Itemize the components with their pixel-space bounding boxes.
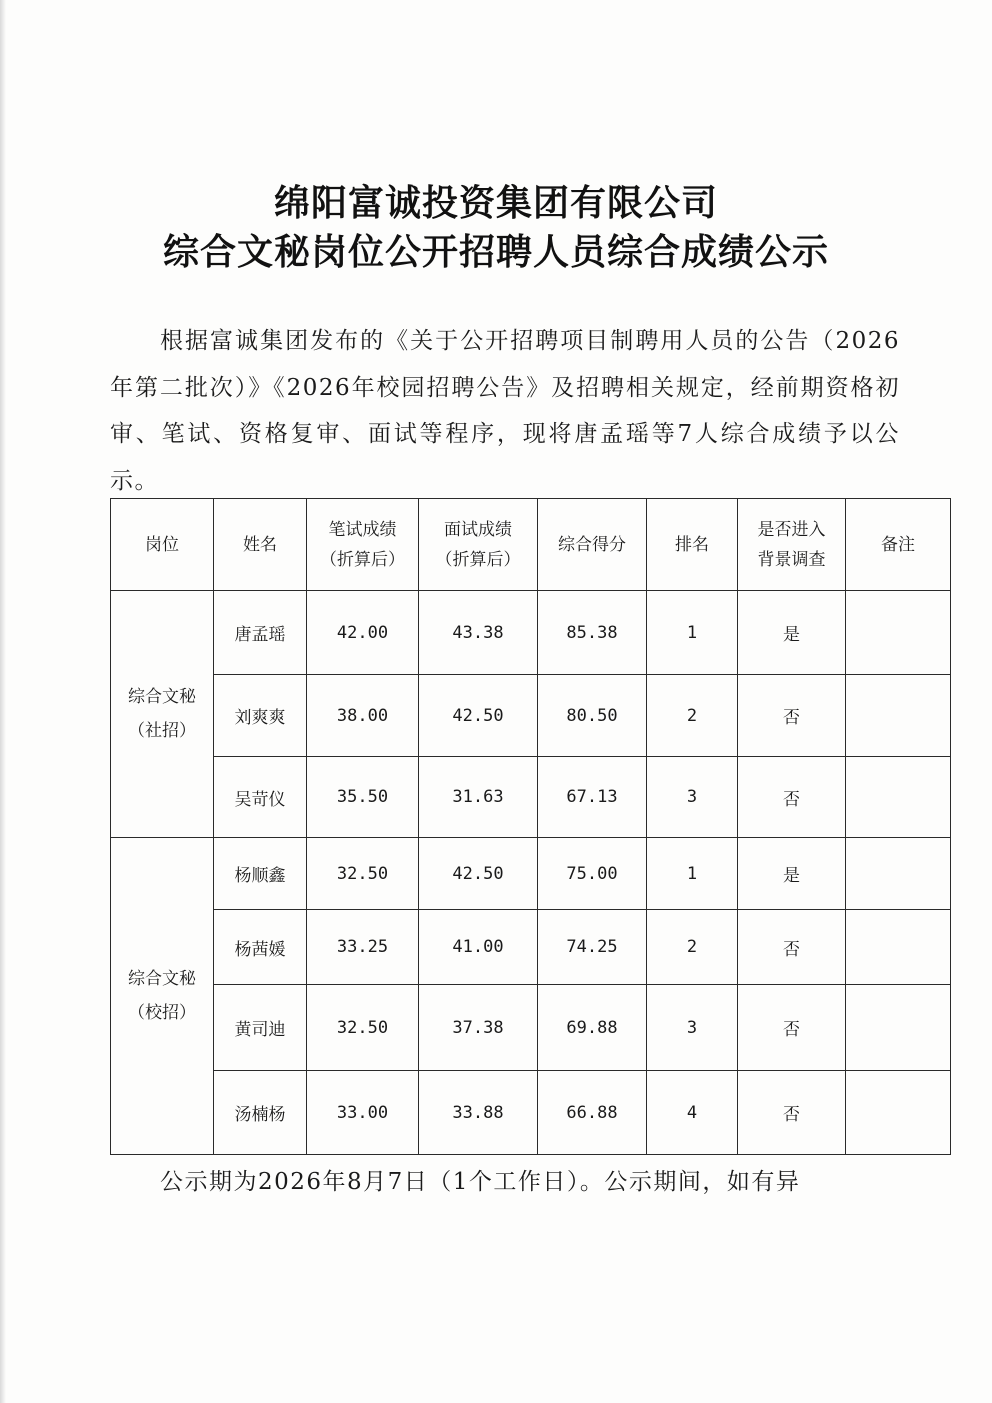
- total-score: 67.13: [538, 757, 647, 838]
- remark: [846, 757, 951, 838]
- position-type: （校招）: [128, 1003, 196, 1023]
- interview-score: 41.00: [419, 910, 538, 985]
- position-label: 综合文秘: [128, 969, 196, 989]
- header-interview: [419, 499, 538, 591]
- candidate-name: 杨顺鑫: [214, 838, 307, 910]
- header-interview-line2: （折算后）: [435, 549, 521, 570]
- table-row: [111, 838, 951, 910]
- score-table: [110, 498, 951, 1155]
- table-row: [111, 757, 951, 838]
- table-row: [111, 591, 951, 675]
- interview-score: 42.50: [419, 675, 538, 757]
- table-row: [111, 910, 951, 985]
- intro-paragraph: 根据富诚集团发布的《关于公开招聘项目制聘用人员的公告（2026年第二批次）》《2026年校园招聘公告》及招聘相关规定，经前期资格初审、笔试、资格复审、面试等程序，现将唐孟瑶等7人综合成绩予以公示。: [110, 328, 900, 494]
- written-score: 32.50: [307, 838, 419, 910]
- header-total: 综合得分: [538, 499, 647, 591]
- rank: 1: [647, 591, 738, 675]
- candidate-name: 吴苛仪: [214, 757, 307, 838]
- interview-score: 37.38: [419, 985, 538, 1071]
- header-bg-line2: 背景调查: [757, 549, 826, 570]
- written-score: 35.50: [307, 757, 419, 838]
- interview-score: 31.63: [419, 757, 538, 838]
- position-label: 综合文秘: [128, 687, 196, 707]
- background-check: 是: [738, 591, 846, 675]
- remark: [846, 591, 951, 675]
- remark: [846, 985, 951, 1071]
- notice-paragraph: 公示期为2026年8月7日（1个工作日）。公示期间，如有异: [160, 1169, 801, 1195]
- rank: 2: [647, 910, 738, 985]
- header-written: [307, 499, 419, 591]
- header-background-check: [738, 499, 846, 591]
- header-rank: 排名: [647, 499, 738, 591]
- rank: 4: [647, 1071, 738, 1155]
- total-score: 75.00: [538, 838, 647, 910]
- table-row: [111, 1071, 951, 1155]
- total-score: 85.38: [538, 591, 647, 675]
- remark: [846, 910, 951, 985]
- document-title-company: 绵阳富诚投资集团有限公司: [273, 183, 718, 224]
- background-check: 否: [738, 675, 846, 757]
- interview-score: 43.38: [419, 591, 538, 675]
- rank: 2: [647, 675, 738, 757]
- written-score: 33.25: [307, 910, 419, 985]
- header-position: 岗位: [111, 499, 214, 591]
- rank: 3: [647, 985, 738, 1071]
- rank: 3: [647, 757, 738, 838]
- background-check: 否: [738, 985, 846, 1071]
- position-cell-campus: [111, 838, 214, 1155]
- document-title-subject: 综合文秘岗位公开招聘人员综合成绩公示: [162, 232, 829, 273]
- candidate-name: 杨茜媛: [214, 910, 307, 985]
- position-type: （社招）: [128, 721, 196, 741]
- header-remark: 备注: [846, 499, 951, 591]
- table-row: [111, 985, 951, 1071]
- total-score: 69.88: [538, 985, 647, 1071]
- table-header-row: [111, 499, 951, 591]
- candidate-name: 唐孟瑶: [214, 591, 307, 675]
- header-interview-line1: 面试成绩: [444, 519, 512, 540]
- remark: [846, 838, 951, 910]
- rank: 1: [647, 838, 738, 910]
- header-name: 姓名: [214, 499, 307, 591]
- background-check: 是: [738, 838, 846, 910]
- total-score: 80.50: [538, 675, 647, 757]
- position-cell-social: [111, 591, 214, 838]
- remark: [846, 1071, 951, 1155]
- candidate-name: 黄司迪: [214, 985, 307, 1071]
- interview-score: 33.88: [419, 1071, 538, 1155]
- written-score: 42.00: [307, 591, 419, 675]
- table-row: [111, 675, 951, 757]
- header-written-line2: （折算后）: [320, 549, 405, 570]
- candidate-name: 汤楠杨: [214, 1071, 307, 1155]
- total-score: 66.88: [538, 1071, 647, 1155]
- background-check: 否: [738, 757, 846, 838]
- background-check: 否: [738, 910, 846, 985]
- interview-score: 42.50: [419, 838, 538, 910]
- total-score: 74.25: [538, 910, 647, 985]
- written-score: 33.00: [307, 1071, 419, 1155]
- header-bg-line1: 是否进入: [757, 519, 826, 540]
- written-score: 38.00: [307, 675, 419, 757]
- remark: [846, 675, 951, 757]
- background-check: 否: [738, 1071, 846, 1155]
- header-written-line1: 笔试成绩: [328, 519, 397, 540]
- candidate-name: 刘爽爽: [214, 675, 307, 757]
- written-score: 32.50: [307, 985, 419, 1071]
